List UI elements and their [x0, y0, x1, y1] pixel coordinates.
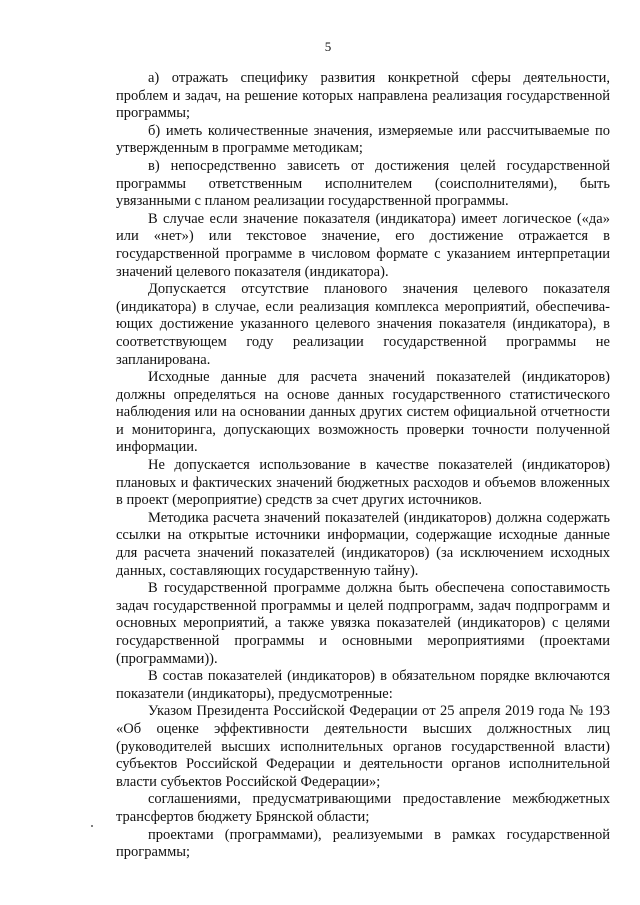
paragraph-absence-planned-value: Допускается отсутствие планового значения целевого показателя (индикатора) в случае, если реализация комплекса мероприятий, обеспечивающих достижение указанного целевого значения показателя (индикатора), в соответствующем году реализации государственной программы не запланирована.: [116, 281, 610, 368]
paragraph-item-v: в) непосредственно зависеть от достижения целей государственной программы ответственным исполнителем (соисполнителями), быть увязанными с планом реализации государственной программы.: [116, 157, 610, 210]
paragraph-item-b: б) иметь количественные значения, измеряемые или рассчитываемые по утвержденным в программе методикам;: [116, 122, 610, 157]
page-number: 5: [324, 39, 332, 54]
paragraph-source-data: Исходные данные для расчета значений показателей (индикаторов) должны определяться на основе данных государственного статистического наблюдения или на основании данных других систем официальной отчетности и мониторинга, допускающих возможность проверки точности полученной информации.: [116, 369, 610, 456]
paragraph-logical-indicator: В случае если значение показателя (индикатора) имеет логическое («да» или «нет») или текстовое значение, его достижение отражается в государственной программе в числовом формате с указанием интерпретации значений целевого показателя (индикатора).: [116, 210, 610, 280]
paragraph-comparability: В государственной программе должна быть обеспечена сопоставимость задач государственной программы и целей подпрограмм, задач подпрограмм и основных мероприятий, а также увязка показателей (индикаторов) с целями государственной программы и основными мероприятиями (проектами (программами)).: [116, 580, 610, 667]
paragraph-mandatory-indicators: В состав показателей (индикаторов) в обязательном порядке включаются показатели (индикаторы), предусмотренные:: [116, 668, 610, 702]
paragraph-presidential-decree: Указом Президента Российской Федерации от 25 апреля 2019 года № 193 «Об оценке эффективности деятельности высших должностных лиц (руководителей высших исполнительных органов государственной власти) субъектов Российской Федерации и деятельности органов исполнительной власти субъектов Российской Федерации»;: [116, 703, 610, 790]
document-body: [116, 70, 610, 862]
paragraph-item-a: а) отражать специфику развития конкретной сферы деятельности, проблем и задач, на решение которых направлена реализация государственной программы;: [116, 70, 610, 122]
paragraph-agreements: соглашениями, предусматривающими предоставление межбюджетных трансфертов бюджету Брянской области;: [116, 791, 610, 825]
paragraph-methodology: Методика расчета значений показателей (индикаторов) должна содержать ссылки на открытые источники информации, содержащие исходные данные для расчета значений показателей (индикаторов) (за исключением исходных данных, составляющих государственную тайну).: [116, 509, 610, 579]
scan-dot-mark: [91, 825, 93, 827]
paragraph-projects: проектами (программами), реализуемыми в рамках государственной программы;: [116, 826, 610, 861]
paragraph-not-allowed: Не допускается использование в качестве показателей (индикаторов) плановых и фактических значений бюджетных расходов и объемов вложенных в проект (мероприятие) средств за счет других источников.: [116, 457, 610, 509]
